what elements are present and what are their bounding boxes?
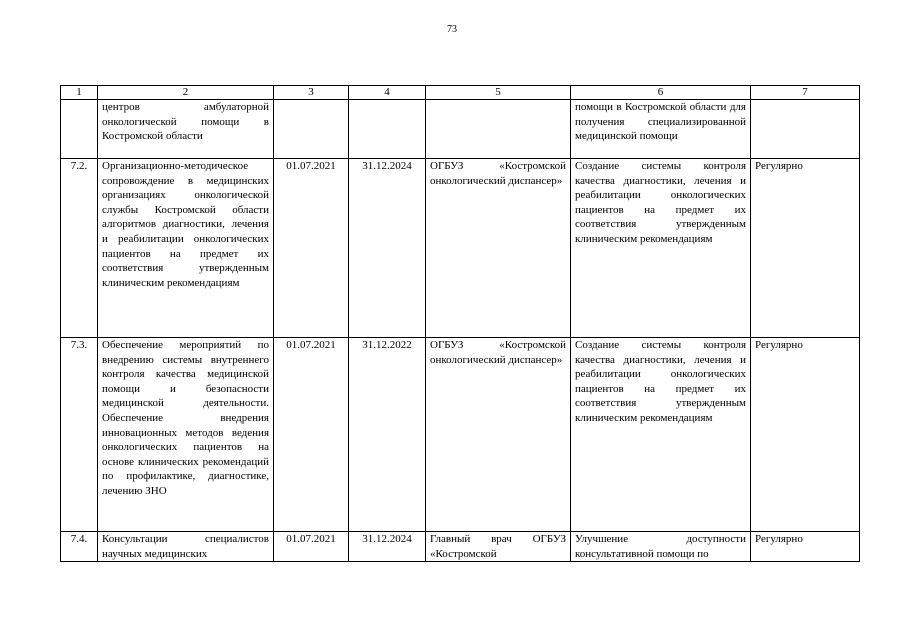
start-date: 01.07.2021 — [274, 338, 349, 532]
column-header: 7 — [751, 86, 860, 100]
start-date: 01.07.2021 — [274, 532, 349, 562]
end-date: 31.12.2024 — [349, 532, 426, 562]
page-number: 73 — [447, 24, 457, 35]
executor: ОГБУЗ «Костромской онкологический диспансер» — [426, 159, 571, 338]
end-date: 31.12.2022 — [349, 338, 426, 532]
executor — [426, 100, 571, 159]
executor: Главный врач ОГБУЗ «Костромской — [426, 532, 571, 562]
item-number — [61, 100, 98, 159]
event-description: центров амбулаторной онкологической помощи в Костромской области — [98, 100, 274, 159]
expected-result: помощи в Костромской области для получения специализированной медицинской помощи — [571, 100, 751, 159]
executor: ОГБУЗ «Костромской онкологический диспансер» — [426, 338, 571, 532]
expected-result: Создание системы контроля качества диагностики, лечения и реабилитации онкологических пациентов на предмет их соответствия утвержденным клиническим рекомендациям — [571, 338, 751, 532]
expected-result: Создание системы контроля качества диагностики, лечения и реабилитации онкологических пациентов на предмет их соответствия утвержденным клиническим рекомендациям — [571, 159, 751, 338]
table-row — [61, 532, 860, 562]
event-description: Организационно-методическое сопровождение в медицинских организациях онкологической службы Костромской области алгоритмов диагностики, лечения и реабилитации онкологических пациентов на предмет их соответствия утвержденным клиническим рекомендациям — [98, 159, 274, 338]
column-header: 1 — [61, 86, 98, 100]
item-number: 7.4. — [61, 532, 98, 562]
column-header: 2 — [98, 86, 274, 100]
start-date: 01.07.2021 — [274, 159, 349, 338]
column-header: 6 — [571, 86, 751, 100]
table-row — [61, 338, 860, 532]
expected-result: Улучшение доступности консультативной помощи по — [571, 532, 751, 562]
table-row — [61, 100, 860, 159]
event-description: Обеспечение мероприятий по внедрению системы внутреннего контроля качества медицинской помощи и безопасности медицинской деятельности. Обеспечение внедрения инновационных методов ведения онкологических пациентов на основе клинических рекомендаций по профилактике, диагностике, лечению ЗНО — [98, 338, 274, 532]
column-header: 4 — [349, 86, 426, 100]
column-header: 3 — [274, 86, 349, 100]
end-date — [349, 100, 426, 159]
periodicity: Регулярно — [751, 338, 860, 532]
periodicity — [751, 100, 860, 159]
periodicity: Регулярно — [751, 159, 860, 338]
periodicity: Регулярно — [751, 532, 860, 562]
item-number: 7.2. — [61, 159, 98, 338]
start-date — [274, 100, 349, 159]
event-description: Консультации специалистов научных медицинских — [98, 532, 274, 562]
table-row — [61, 159, 860, 338]
column-header: 5 — [426, 86, 571, 100]
column-number-row — [61, 86, 860, 100]
activities-table — [60, 85, 860, 562]
item-number: 7.3. — [61, 338, 98, 532]
end-date: 31.12.2024 — [349, 159, 426, 338]
